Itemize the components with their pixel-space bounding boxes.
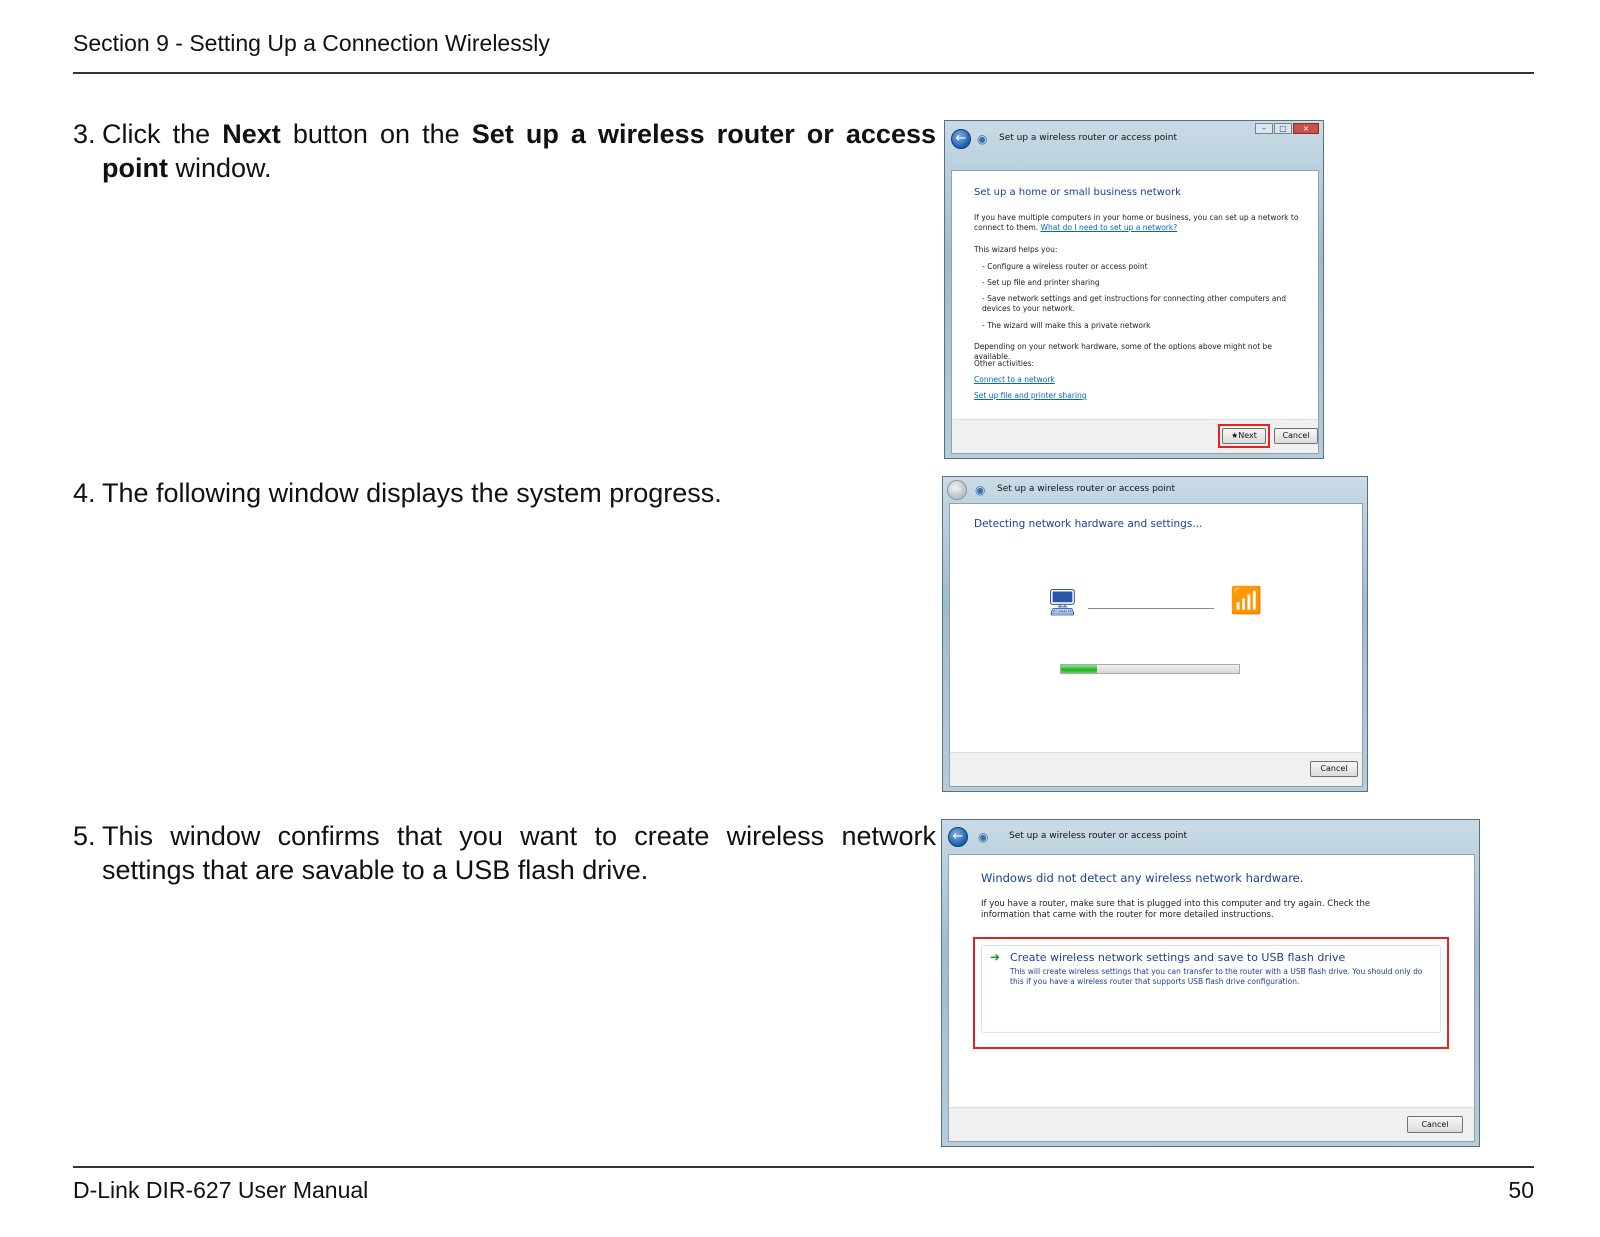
close-icon[interactable]: ×	[1293, 123, 1319, 134]
section-title: Section 9 - Setting Up a Connection Wirelessly	[73, 30, 550, 56]
wizard-footer	[949, 1107, 1474, 1141]
back-arrow-icon[interactable]: ←	[951, 129, 971, 149]
footer-divider	[73, 1166, 1534, 1168]
wizard-heading: Set up a home or small business network	[974, 187, 1181, 198]
wizard-footer	[950, 752, 1362, 786]
minimize-icon[interactable]: –	[1255, 123, 1273, 134]
wizard-heading: Detecting network hardware and settings...	[974, 518, 1203, 530]
bullet-item: - The wizard will make this a private network	[982, 321, 1151, 330]
wizard-window-setup-network	[944, 120, 1324, 459]
other-activities-label: Other activities:	[974, 359, 1035, 368]
wizard-window-no-hardware	[941, 819, 1480, 1147]
back-arrow-icon[interactable]: ←	[948, 827, 968, 847]
window-title: Set up a wireless router or access point	[997, 484, 1176, 494]
bullet-item: - Set up file and printer sharing	[982, 278, 1100, 287]
manual-title: D-Link DIR-627 User Manual	[73, 1177, 369, 1203]
green-arrow-icon: ➜	[990, 950, 1001, 964]
computer-icon: 🖥	[1046, 588, 1080, 618]
network-icon: ◉	[978, 830, 989, 844]
step-4	[73, 476, 936, 510]
back-arrow-icon: ←	[947, 480, 967, 500]
wizard-content	[951, 170, 1319, 454]
header-divider	[73, 72, 1534, 74]
what-do-i-need-link[interactable]: What do I need to set up a network?	[1040, 223, 1178, 232]
caption-buttons	[1255, 123, 1319, 134]
step-5	[73, 819, 936, 887]
connection-line	[1088, 608, 1214, 609]
step-text: The following window displays the system progress.	[102, 478, 722, 508]
router-icon: 📶	[1230, 586, 1263, 616]
step-text: Click the Next button on the Set up a wireless router or access point window.	[102, 119, 936, 183]
bullet-item: - Save network settings and get instructions for connecting other computers and devices to your network.	[982, 294, 1287, 313]
connect-to-network-link[interactable]: Connect to a network	[974, 375, 1055, 384]
helps-label: This wizard helps you:	[974, 245, 1058, 254]
step-text: This window confirms that you want to create wireless network settings that are savable to a USB flash drive.	[102, 821, 936, 885]
step-number: 5.	[73, 821, 96, 851]
wizard-content	[949, 503, 1363, 787]
option-description: This will create wireless settings that you can transfer to the router with a USB flash drive. You should only do this if you have a wireless router that supports USB flash drive configuration.	[1010, 967, 1423, 986]
wizard-heading: Windows did not detect any wireless network hardware.	[981, 871, 1304, 885]
network-icon: ◉	[977, 132, 988, 146]
progress-bar	[1060, 664, 1240, 674]
cancel-button[interactable]: Cancel	[1274, 428, 1318, 444]
step-number: 4.	[73, 478, 96, 508]
cancel-button[interactable]: Cancel	[1407, 1116, 1463, 1133]
wizard-content	[948, 854, 1475, 1142]
wizard-footer	[952, 419, 1318, 453]
info-text: If you have a router, make sure that is plugged into this computer and try again. Check the information that came with the router for more detailed instructions.	[981, 899, 1371, 920]
page-number: 50	[1508, 1177, 1534, 1203]
window-title: Set up a wireless router or access point	[1009, 831, 1188, 841]
hardware-note: Depending on your network hardware, some of the options above might not be available.	[974, 342, 1272, 361]
bullet-item: - Configure a wireless router or access point	[982, 262, 1148, 271]
next-button[interactable]: ★Next	[1222, 428, 1266, 444]
progress-fill	[1061, 665, 1097, 673]
file-printer-sharing-link[interactable]: Set up file and printer sharing	[974, 391, 1087, 400]
option-title: Create wireless network settings and save to USB flash drive	[1010, 951, 1346, 964]
next-button-highlight	[1218, 424, 1270, 448]
wizard-window-detecting	[942, 476, 1368, 792]
step-3	[73, 117, 936, 185]
title-bar	[945, 121, 1323, 157]
network-icon: ◉	[975, 483, 986, 497]
maximize-icon[interactable]: □	[1274, 123, 1292, 134]
cancel-button[interactable]: Cancel	[1310, 761, 1358, 777]
title-bar	[943, 477, 1367, 503]
window-title: Set up a wireless router or access point	[999, 133, 1178, 143]
usb-option[interactable]	[981, 945, 1441, 1033]
intro-text: If you have multiple computers in your home or business, you can set up a network to connect to them. What do I need to set up a network?	[974, 213, 1299, 232]
step-number: 3.	[73, 119, 96, 149]
title-bar	[942, 820, 1479, 852]
